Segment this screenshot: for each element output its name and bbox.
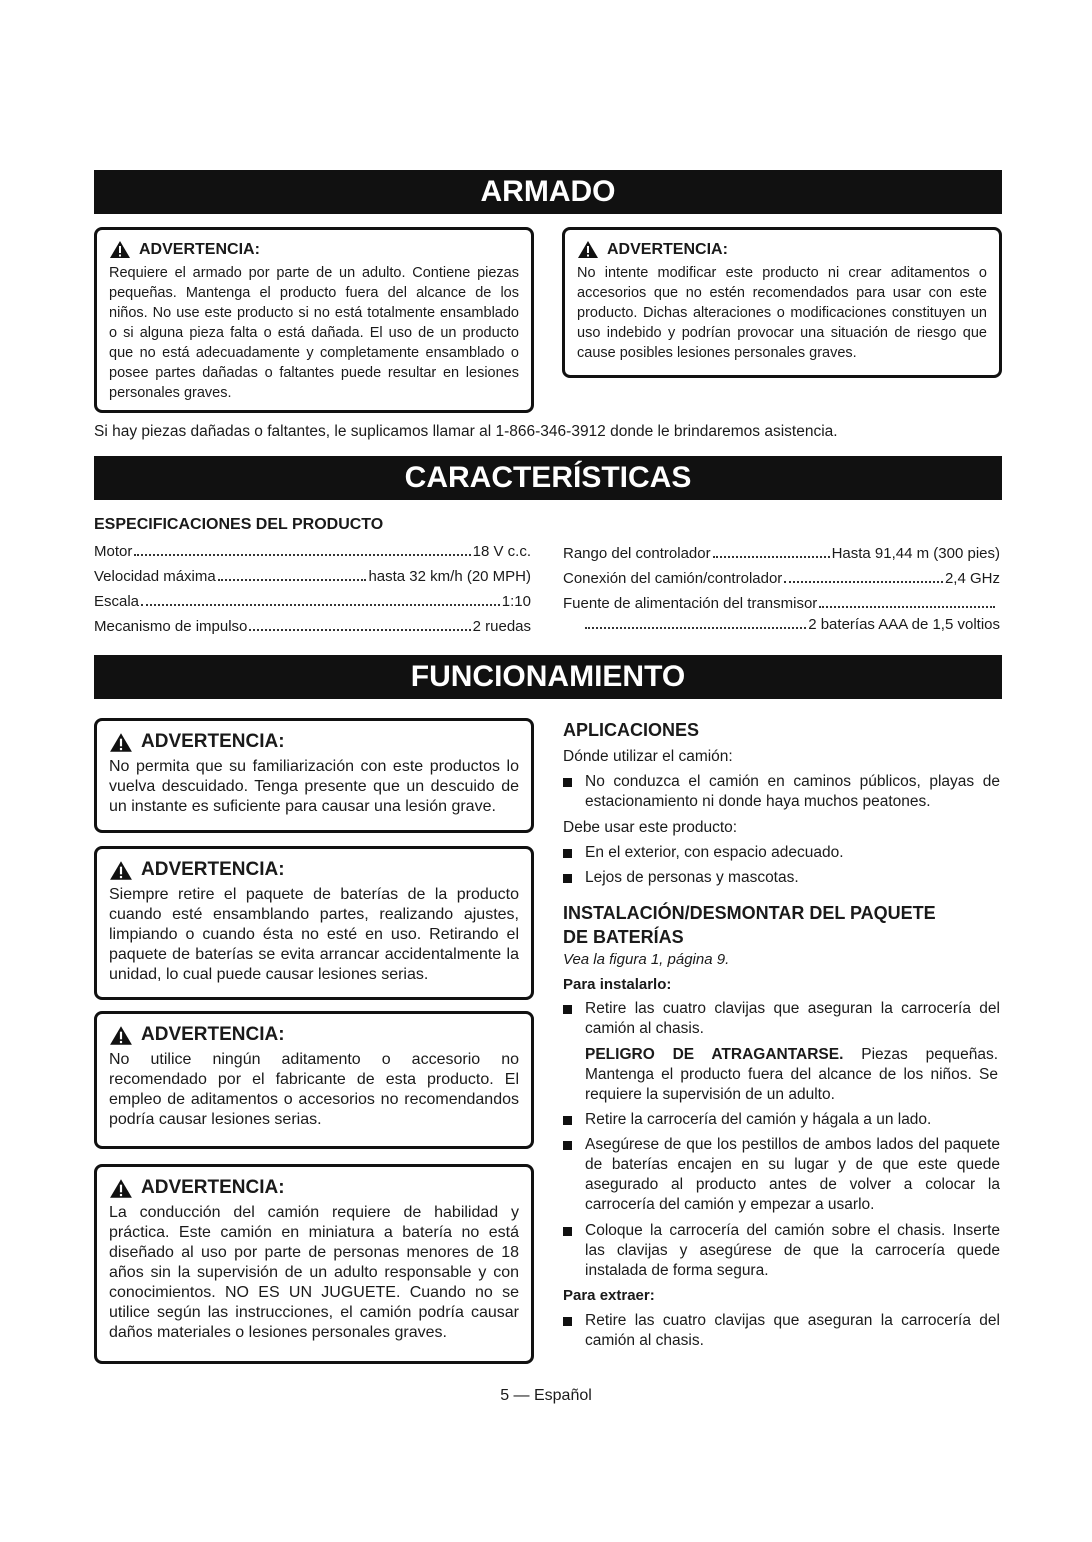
warning-box bbox=[94, 1164, 534, 1364]
warning-box bbox=[562, 227, 1002, 378]
list-item: Coloque la carrocería del camión sobre el chasis. Inserte las clavijas y asegúrese de que la carrocería quede instalada de forma segura. bbox=[563, 1221, 1000, 1281]
warning-heading: ADVERTENCIA: bbox=[577, 240, 987, 259]
instalacion-heading-line2: DE BATERÍAS bbox=[563, 927, 684, 947]
square-bullet-icon bbox=[563, 778, 572, 787]
list-item: No conduzca el camión en caminos públicos, playas de estacionamiento ni donde haya muchos peatones. bbox=[563, 772, 1000, 812]
help-line: Si hay piezas dañadas o faltantes, le suplicamos llamar al 1-866-346-3912 donde le brindaremos asistencia. bbox=[94, 423, 838, 440]
spec-row: Motor 18 V c.c. bbox=[94, 543, 531, 560]
warning-text: No utilice ningún aditamento o accesorio no recomendado por el fabricante de esta producto. El empleo de aditamentos o accesorios no recomendandos podría causar lesiones serias. bbox=[109, 1051, 519, 1128]
subheading-extraer: Para extraer: bbox=[563, 1287, 655, 1304]
list-item: En el exterior, con espacio adecuado. bbox=[563, 843, 1000, 863]
warning-triangle-icon bbox=[109, 860, 133, 881]
aplicaciones-intro: Dónde utilizar el camión: bbox=[563, 748, 733, 765]
warning-text: La conducción del camión requiere de habilidad y práctica. Este camión en miniatura a batería no está diseñado al uso por parte de personas menores de 18 años sin la supervisión de un adulto responsable y con conocimientos. NO ES UN JUGUETE. Cuando no se utilice según las instrucciones, el camión podría causar daños materiales o lesiones personales graves. bbox=[109, 1204, 519, 1341]
subheading-instalarlo: Para instalarlo: bbox=[563, 976, 672, 993]
aplicaciones-heading: APLICACIONES bbox=[563, 720, 700, 740]
page-footer: 5 — Español bbox=[500, 1387, 592, 1404]
warning-box bbox=[94, 227, 534, 413]
square-bullet-icon bbox=[563, 874, 572, 883]
figure-reference: Vea la figura 1, página 9. bbox=[563, 951, 730, 968]
warning-heading: ADVERTENCIA: bbox=[109, 731, 519, 753]
choking-hazard-note: PELIGRO DE ATRAGANTARSE. Piezas pequeñas. Mantenga el producto fuera del alcance de los niños. Se requiere la supervisión de un adulto. bbox=[585, 1046, 999, 1103]
spec-row: Velocidad máxima hasta 32 km/h (20 MPH) bbox=[94, 568, 531, 585]
list-item: Lejos de personas y mascotas. bbox=[563, 868, 1000, 888]
warning-triangle-icon bbox=[109, 1025, 133, 1046]
list-item: Retire las cuatro clavijas que aseguran la carrocería del camión al chasis. bbox=[563, 999, 1000, 1039]
warning-box bbox=[94, 718, 534, 833]
section-banner-funcionamiento: FUNCIONAMIENTO bbox=[94, 655, 1002, 699]
warning-heading: ADVERTENCIA: bbox=[109, 1024, 519, 1046]
instalacion-heading-line1: INSTALACIÓN/DESMONTAR DEL PAQUETE bbox=[563, 903, 936, 923]
square-bullet-icon bbox=[563, 1005, 572, 1014]
warning-text: Siempre retire el paquete de baterías de la producto cuando esté ensamblando partes, realizando ajustes, limpiando o cuando ésta no esté en uso. Retirando el paquete de baterías se evita arrancar accidentalmente la unidad, lo cual puede causar lesiones serias. bbox=[109, 886, 519, 983]
warning-triangle-icon bbox=[109, 732, 133, 753]
warning-text: No permita que su familiarización con este productos lo vuelva descuidado. Tenga presente que un descuido de un instante es suficiente para causar una lesión grave. bbox=[109, 758, 519, 815]
square-bullet-icon bbox=[563, 1317, 572, 1326]
spec-row: Mecanismo de impulso 2 ruedas bbox=[94, 618, 531, 635]
warning-heading: ADVERTENCIA: bbox=[109, 240, 519, 259]
spec-row: 2 baterías AAA de 1,5 voltios bbox=[585, 616, 1000, 633]
list-item: Retire las cuatro clavijas que aseguran la carrocería del camión al chasis. bbox=[563, 1311, 1000, 1351]
spec-row: Escala 1:10 bbox=[94, 593, 531, 610]
spec-heading: ESPECIFICACIONES DEL PRODUCTO bbox=[94, 516, 384, 533]
square-bullet-icon bbox=[563, 1116, 572, 1125]
choking-hazard-label: PELIGRO DE ATRAGANTARSE. bbox=[585, 1046, 844, 1063]
warning-text: No intente modificar este producto ni crear aditamentos o accesorios que no estén recomendados para usar con este producto. Dichas alteraciones o modificaciones constituyen un uso indebido y podrían provocar una situación de riesgo que cause posibles lesiones personales graves. bbox=[577, 265, 987, 361]
warning-triangle-icon bbox=[109, 240, 131, 259]
aplicaciones-intro2: Debe usar este producto: bbox=[563, 819, 738, 836]
list-item: Asegúrese de que los pestillos de ambos lados del paquete de baterías encajen en su lugar y de que este quede asegurado al producto antes de volver a colocar la carrocería del camión y empezar a usarlo. bbox=[563, 1135, 1000, 1215]
spec-row: Fuente de alimentación del transmisor bbox=[563, 595, 997, 612]
warning-triangle-icon bbox=[577, 240, 599, 259]
spec-row: Rango del controlador Hasta 91,44 m (300 pies) bbox=[563, 545, 1000, 562]
list-item: Retire la carrocería del camión y hágala a un lado. bbox=[563, 1110, 1000, 1130]
warning-text: Requiere el armado por parte de un adulto. Contiene piezas pequeñas. Mantenga el producto fuera del alcance de los niños. No use este producto si no está totalmente ensamblado o si alguna pieza falta o está dañada. El uso de un producto que no está adecuadamente y completamente ensamblado o posee partes dañadas o faltantes puede resultar en lesiones personales graves. bbox=[109, 265, 519, 401]
section-banner-caracteristicas: CARACTERÍSTICAS bbox=[94, 456, 1002, 500]
square-bullet-icon bbox=[563, 849, 572, 858]
warning-triangle-icon bbox=[109, 1178, 133, 1199]
warning-heading: ADVERTENCIA: bbox=[109, 1177, 519, 1199]
section-banner-armado: ARMADO bbox=[94, 170, 1002, 214]
warning-box bbox=[94, 1011, 534, 1149]
warning-box bbox=[94, 846, 534, 1000]
warning-heading: ADVERTENCIA: bbox=[109, 859, 519, 881]
spec-row: Conexión del camión/controlador 2,4 GHz bbox=[563, 570, 1000, 587]
square-bullet-icon bbox=[563, 1227, 572, 1236]
square-bullet-icon bbox=[563, 1141, 572, 1150]
